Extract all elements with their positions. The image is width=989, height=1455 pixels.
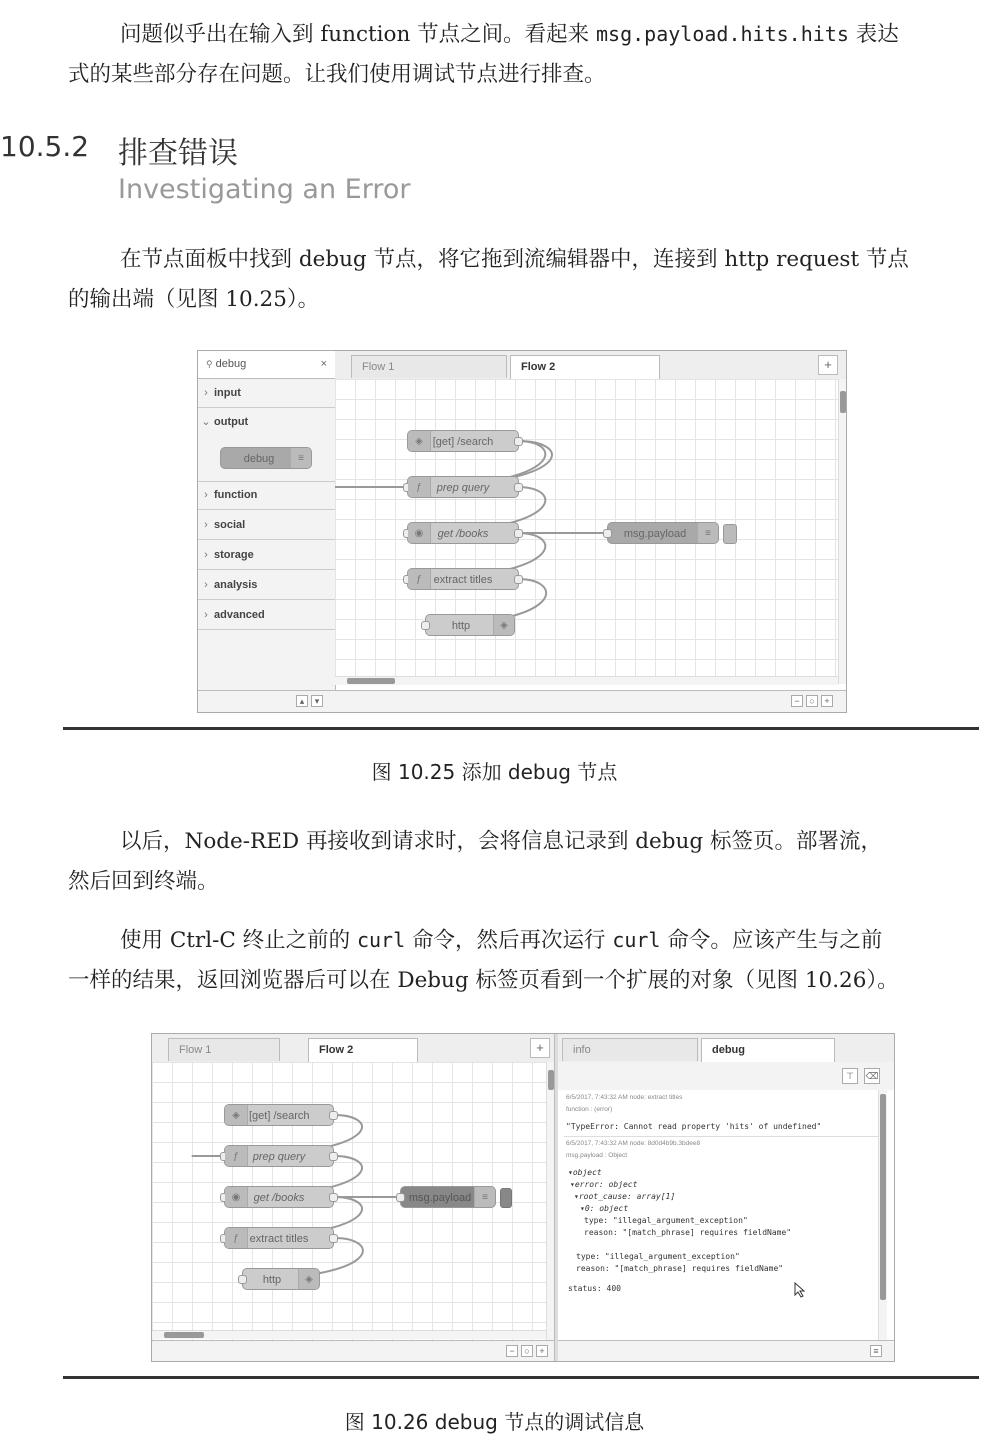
tab-flow-1[interactable]: Flow 1 <box>351 355 507 378</box>
output-category-content <box>198 437 335 482</box>
http-request-icon: ◉ <box>225 1187 248 1207</box>
debug-toolbar <box>558 1062 894 1091</box>
section-title: 排查错误 <box>118 136 238 171</box>
tree-line[interactable]: ▾0: object <box>580 1204 629 1213</box>
function-icon: ƒ <box>408 477 431 497</box>
zoom-out-button[interactable]: − <box>506 1345 518 1357</box>
output-port[interactable] <box>329 1234 338 1243</box>
http-out-icon: ◈ <box>298 1269 319 1289</box>
canvas-horizontal-scrollbar[interactable] <box>335 676 838 685</box>
section-number: 10.5.2 <box>0 130 90 163</box>
tree-line: reason: "[match_phrase] requires fieldName" <box>576 1264 784 1273</box>
filter-icon[interactable]: ⊤ <box>842 1068 858 1084</box>
add-tab-button[interactable]: + <box>530 1038 550 1058</box>
canvas-footer <box>335 690 846 713</box>
para3-line2: 然后回到终端。 <box>68 869 219 894</box>
debug-msg-topic: function : (error) <box>566 1106 613 1113</box>
palette-expand-button[interactable]: ▾ <box>311 695 323 707</box>
tree-line[interactable]: ▾object <box>568 1168 602 1177</box>
figure-10-26-editor <box>151 1033 895 1362</box>
http-in-icon: ◈ <box>408 431 431 451</box>
figure-10-25-editor <box>197 350 847 713</box>
palette-search-input[interactable]: ⚲ debug × <box>198 351 335 379</box>
divider <box>564 1136 880 1137</box>
figure-caption-10-25: 图 10.25 添加 debug 节点 <box>371 760 618 784</box>
clear-search-icon[interactable]: × <box>320 358 327 370</box>
node-prep-query[interactable]: ƒ prep query <box>224 1145 334 1167</box>
chevron-right-icon: › <box>204 609 208 621</box>
canvas-footer <box>152 1340 554 1362</box>
input-port[interactable] <box>238 1275 247 1284</box>
debug-list-icon: ≡ <box>697 523 718 543</box>
debug-msg-topic: msg.payload : Object <box>566 1152 628 1159</box>
add-tab-button[interactable]: + <box>818 355 838 375</box>
debug-toggle-button[interactable] <box>500 1188 512 1208</box>
para4-text-c: 命令。应该产生与之前 <box>660 928 883 953</box>
tab-debug[interactable]: debug <box>701 1038 835 1063</box>
node-get-books[interactable]: ◉ get /books <box>224 1186 334 1208</box>
intro-line2: 式的某些部分存在问题。让我们使用调试节点进行排查。 <box>68 62 606 87</box>
scroll-thumb[interactable] <box>347 678 395 684</box>
node-http-response[interactable]: http ◈ <box>242 1268 320 1290</box>
category-function[interactable]: › function <box>198 481 335 510</box>
figure-rule <box>63 727 979 730</box>
scroll-thumb[interactable] <box>840 391 846 413</box>
node-extract-titles[interactable]: ƒ extract titles <box>407 568 519 590</box>
input-port[interactable] <box>396 1193 405 1202</box>
output-port[interactable] <box>514 437 523 446</box>
chevron-right-icon: › <box>204 489 208 501</box>
trash-icon[interactable]: ⌫ <box>864 1068 880 1084</box>
intro-text-b: 表达 <box>848 22 899 47</box>
figure-caption-10-26: 图 10.26 debug 节点的调试信息 <box>344 1410 645 1434</box>
scroll-thumb[interactable] <box>164 1332 204 1338</box>
debug-list-icon: ≡ <box>474 1187 495 1207</box>
section-subtitle: Investigating an Error <box>118 174 411 205</box>
function-icon: ƒ <box>225 1146 248 1166</box>
node-get-books[interactable]: ◉ get /books <box>407 522 519 544</box>
sidebar-footer <box>558 1340 894 1362</box>
category-advanced[interactable]: › advanced <box>198 601 335 630</box>
node-palette <box>198 351 336 712</box>
para4-code2: curl <box>612 928 661 952</box>
output-port[interactable] <box>514 483 523 492</box>
zoom-reset-button[interactable]: ○ <box>806 695 818 707</box>
zoom-out-button[interactable]: − <box>791 695 803 707</box>
para3 <box>68 822 973 902</box>
tab-info[interactable]: info <box>562 1038 698 1061</box>
category-output[interactable]: ⌄ output <box>198 408 335 437</box>
palette-footer <box>198 690 335 713</box>
workspace-tabs <box>335 351 846 380</box>
figure-rule <box>63 1376 979 1379</box>
chevron-right-icon: › <box>204 579 208 591</box>
tree-line[interactable]: ▾root_cause: array[1] <box>574 1192 676 1201</box>
output-port[interactable] <box>514 575 523 584</box>
category-social[interactable]: › social <box>198 511 335 540</box>
palette-debug-node[interactable]: debug ≡ <box>220 447 312 469</box>
canvas-vertical-scrollbar[interactable] <box>838 379 847 684</box>
intro-text-a: 问题似乎出在输入到 function 节点之间。看起来 <box>120 22 597 47</box>
debug-msg-meta: 6/5/2017, 7:43:32 AM node: 8d0d4b9b.3bdee8 <box>566 1140 701 1147</box>
output-port[interactable] <box>329 1193 338 1202</box>
scroll-thumb[interactable] <box>880 1094 886 1300</box>
node-http-response[interactable]: http ◈ <box>425 614 515 636</box>
input-port[interactable] <box>603 529 612 538</box>
palette-collapse-button[interactable]: ▴ <box>296 695 308 707</box>
debug-toggle-button[interactable] <box>723 524 737 544</box>
intro-code: msg.payload.hits.hits <box>596 22 849 46</box>
para3-line1: 以后，Node-RED 再接收到请求时，会将信息记录到 debug 标签页。部署流， <box>120 829 882 854</box>
tab-flow-2[interactable]: Flow 2 <box>510 355 660 380</box>
debug-error-message: "TypeError: Cannot read property 'hits' of undefined" <box>566 1122 822 1131</box>
para4-text-b: 命令，然后再次运行 <box>405 928 613 953</box>
mouse-cursor-icon <box>794 1282 806 1298</box>
zoom-reset-button[interactable]: ○ <box>521 1345 533 1357</box>
tree-line: type: "illegal_argument_exception" <box>576 1252 740 1261</box>
para4-line2: 一样的结果，返回浏览器后可以在 Debug 标签页看到一个扩展的对象（见图 10.26）。 <box>68 968 899 993</box>
intro-paragraph <box>68 14 973 95</box>
http-out-icon: ◈ <box>493 615 514 635</box>
chevron-down-icon: ⌄ <box>201 416 211 428</box>
node-msg-payload-debug[interactable]: msg.payload ≡ <box>607 522 719 544</box>
debug-list-icon: ≡ <box>290 448 311 468</box>
category-input[interactable]: › input <box>198 379 335 408</box>
function-icon: ƒ <box>408 569 431 589</box>
chevron-right-icon: › <box>204 519 208 531</box>
tree-line: reason: "[match_phrase] requires fieldName" <box>584 1228 792 1237</box>
flow-canvas[interactable] <box>152 1062 546 1340</box>
output-port[interactable] <box>514 529 523 538</box>
function-icon: ƒ <box>225 1228 248 1248</box>
sidebar-menu-button[interactable]: ≡ <box>870 1345 882 1357</box>
flow-canvas[interactable] <box>335 379 838 684</box>
tree-line: status: 400 <box>568 1284 621 1293</box>
debug-msg-meta: 6/5/2017, 7:43:32 AM node: extract titles <box>566 1094 683 1101</box>
para4 <box>68 920 973 1001</box>
http-request-icon: ◉ <box>408 523 431 543</box>
para4-text-a: 使用 Ctrl-C 终止之前的 <box>120 928 357 953</box>
chevron-right-icon: › <box>204 387 208 399</box>
canvas-horizontal-scrollbar[interactable] <box>152 1330 546 1339</box>
debug-messages <box>558 1090 894 1340</box>
node-msg-payload-debug[interactable]: msg.payload ≡ <box>400 1186 496 1208</box>
node-extract-titles[interactable]: ƒ extract titles <box>224 1227 334 1249</box>
node-get-search[interactable]: ◈ [get] /search <box>224 1104 334 1126</box>
input-port[interactable] <box>421 621 430 630</box>
tree-line[interactable]: ▾error: object <box>570 1180 638 1189</box>
node-get-search[interactable]: ◈ [get] /search <box>407 430 519 452</box>
tab-flow-1[interactable]: Flow 1 <box>168 1038 280 1061</box>
output-port[interactable] <box>329 1152 338 1161</box>
zoom-in-button[interactable]: + <box>536 1345 548 1357</box>
sidebar-tabs <box>558 1034 894 1063</box>
node-prep-query[interactable]: ƒ prep query <box>407 476 519 498</box>
tree-line: type: "illegal_argument_exception" <box>584 1216 748 1225</box>
para2 <box>68 240 973 320</box>
output-port[interactable] <box>329 1111 338 1120</box>
zoom-in-button[interactable]: + <box>821 695 833 707</box>
para2-line2: 的输出端（见图 10.25）。 <box>68 287 320 312</box>
http-in-icon: ◈ <box>225 1105 248 1125</box>
debug-vertical-scrollbar[interactable] <box>878 1090 887 1340</box>
chevron-right-icon: › <box>204 549 208 561</box>
category-storage[interactable]: › storage <box>198 541 335 570</box>
category-analysis[interactable]: › analysis <box>198 571 335 600</box>
para2-line1: 在节点面板中找到 debug 节点，将它拖到流编辑器中，连接到 http request 节点 <box>120 247 909 272</box>
workspace-tabs <box>152 1034 554 1063</box>
search-icon: ⚲ <box>206 359 213 369</box>
para4-code1: curl <box>356 928 406 952</box>
tab-flow-2[interactable]: Flow 2 <box>308 1038 418 1063</box>
